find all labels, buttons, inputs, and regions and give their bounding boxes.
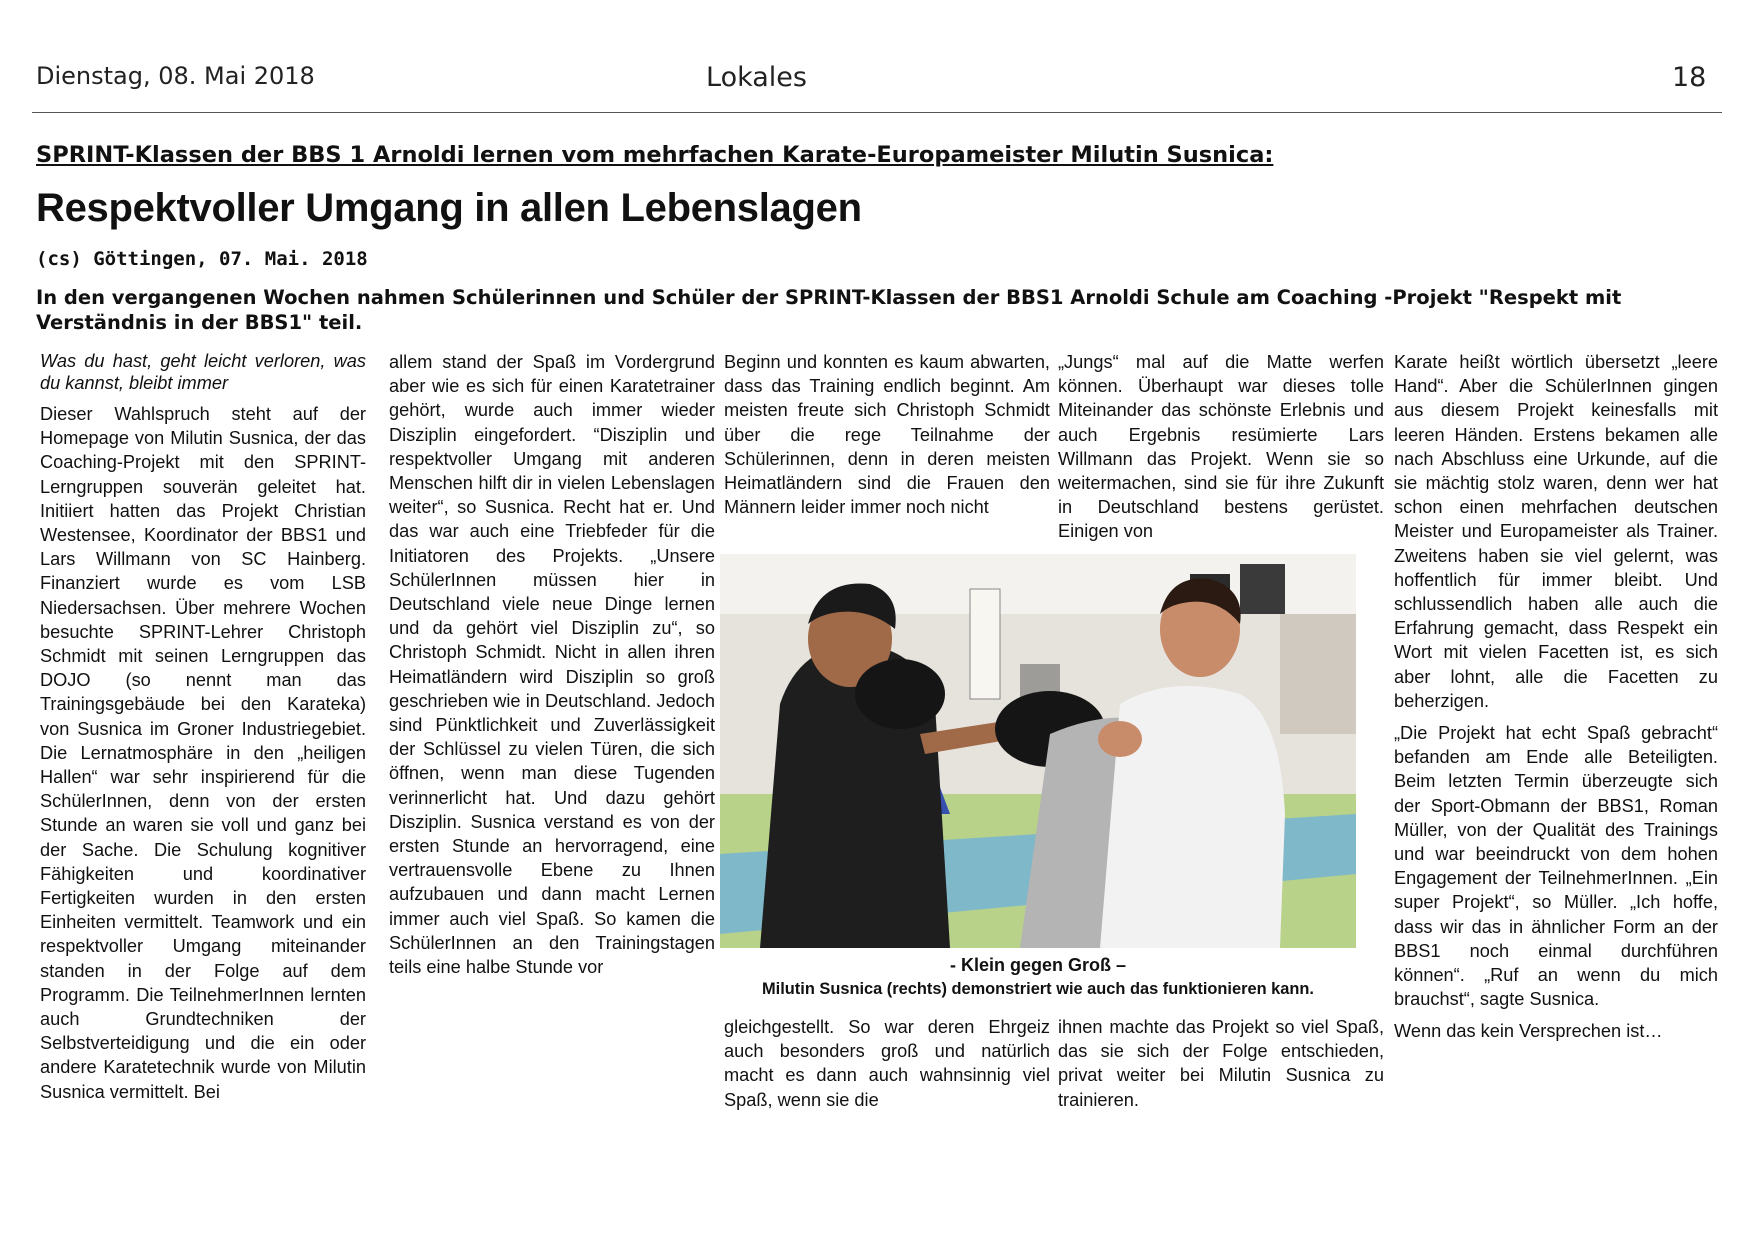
section-name: Lokales [706, 62, 807, 93]
article-column-5 [1394, 350, 1718, 1044]
article-column-3-bottom [724, 1015, 1050, 1112]
photo-caption: Milutin Susnica (rechts) demonstriert wie auch das funktionieren kann. [762, 980, 1314, 998]
article-headline: Respektvoller Umgang in allen Lebenslagen [36, 186, 862, 230]
column-3-bottom-text: gleichgestellt. So war deren Ehrgeiz auch besonders groß und natürlich macht es dann auch wahnsinnig viel Spaß, wenn sie die [724, 1017, 1050, 1110]
column-4-bottom-text: ihnen machte das Projekt so viel Spaß, das sie sich der Folge entschieden, privat weiter bei Milutin Susnica zu trainieren. [1058, 1017, 1384, 1110]
column-5-paragraph-2: „Die Projekt hat echt Spaß gebracht“ befanden am Ende alle Beteiligten. Beim letzten Termin überzeugte sich der Sport-Obmann der BBS1, Roman Müller, von der Qualität des Trainings und war beeindruckt von dem hohen Engagement der TeilnehmerInnen. „Ein super Projekt“, so Müller. „Ich hoffe, dass wir das in ähnlicher Form an der BBS1 noch einmal durchführen können“. „Ruf an wenn du mich brauchst“, sagte Susnica. [1394, 723, 1718, 1010]
column-3-top-text: Beginn und konnten es kaum abwarten, dass das Training endlich beginnt. Am meisten freute sich Christoph Schmidt über die rege Teilnahme der Schülerinnen, denn in deren meisten Heimatländern sind die Frauen den Männern leider immer noch nicht [724, 352, 1050, 518]
article-column-4-top [1058, 350, 1384, 544]
column-4-top-text: „Jungs“ mal auf die Matte werfen können. Überhaupt war dieses tolle Miteinander das schönste Erlebnis und auch Ergebnis resümierte Lars Willmann das Projekt. Wenn sie so weitermachen, sind sie für ihre Zukunft in Deutschland bestens gerüstet. Einigen von [1058, 352, 1384, 542]
article-photo [720, 554, 1356, 948]
page-number: 18 [1672, 62, 1707, 93]
header-rule [32, 112, 1722, 113]
column-5-paragraph-1: Karate heißt wörtlich übersetzt „leere Hand“. Aber die SchülerInnen gingen aus diesem Projekt keinesfalls mit leeren Händen. Erstens bekamen alle nach Abschluss eine Urkunde, auf die sie mächtig stolz waren, denn wer hat schon einen mehrfachen deutschen Meister und Europameister als Trainer. Zweitens haben sie viel gelernt, was hoffentlich für immer bleibt. Und schlussendlich haben alle auch die Erfahrung gemacht, dass Respekt ein Wort mit vielen Facetten ist, es sich aber lohnt, alle die Facetten zu beherzigen. [1394, 352, 1718, 711]
article-column-2 [389, 350, 715, 979]
article-kicker: SPRINT-Klassen der BBS 1 Arnoldi lernen vom mehrfachen Karate-Europameister Milutin Susnica: [36, 142, 1274, 168]
article-column-4-bottom [1058, 1015, 1384, 1112]
article-column-3-top [724, 350, 1050, 519]
article-dateline: (cs) Göttingen, 07. Mai. 2018 [36, 248, 368, 270]
karate-training-photo [720, 554, 1356, 948]
issue-date: Dienstag, 08. Mai 2018 [36, 62, 315, 90]
photo-caption-title: - Klein gegen Groß – [949, 955, 1127, 975]
article-lead: In den vergangenen Wochen nahmen Schülerinnen und Schüler der SPRINT-Klassen der BBS1 Arnoldi Schule am Coaching -Projekt "Respekt mit Verständnis in der BBS1" teil. [36, 286, 1622, 334]
column-1-text: Dieser Wahlspruch steht auf der Homepage von Milutin Susnica, der das Coaching-Projekt mit den SPRINT-Lerngruppen souverän geleitet hat. Initiiert hatten das Projekt Christian Westensee, Koordinator der BBS1 und Lars Willmann von SC Hainberg. Finanziert wurde es vom LSB Niedersachsen. Über mehrere Wochen besuchte SPRINT-Lehrer Christoph Schmidt mit seinen Lerngruppen das DOJO (so nennt man das Trainingsgebäude bei den Karateka) von Susnica im Groner Industriegebiet. Die Lernatmosphäre in den „heiligen Hallen“ war sehr inspirierend für die SchülerInnen, denn von der ersten Stunde an waren sie voll und ganz bei der Sache. Die Schulung kognitiver Fähigkeiten und koordinativer Fertigkeiten wurden in den ersten Einheiten vermittelt. Teamwork und ein respektvoller Umgang miteinander standen in der Folge auf dem Programm. Die TeilnehmerInnen lernten auch Grundtechniken der Selbstverteidigung und die ein oder andere Karatetechnik wurde von Milutin Susnica vermittelt. Bei [40, 404, 366, 1102]
article-column-1 [40, 350, 366, 1104]
column-2-text: allem stand der Spaß im Vordergrund aber wie es sich für einen Karatetrainer gehört, wurde auch immer wieder Disziplin eingefordert. “Disziplin und respektvoller Umgang mit anderen Menschen hilft dir in vielen Lebenslagen weiter“, so Susnica. Recht hat er. Und das war auch eine Triebfeder für die Initiatoren des Projekts. „Unsere SchülerInnen müssen hier in Deutschland viele neue Dinge lernen und da gehört viel Disziplin zu“, so Christoph Schmidt. Nicht in allen ihren Heimatländern wird Disziplin so groß geschrieben wie in Deutschland. Jedoch sind Pünktlichkeit und Zuverlässigkeit der Schlüssel zu vielen Türen, die sich öffnen, wenn man diese Tugenden verinnerlicht hat. Und dazu gehört Disziplin. Susnica verstand es von der ersten Stunde an hervorragend, eine vertrauensvolle Ebene zu Ihnen aufzubauen und dann macht Lernen immer auch viel Spaß. So kamen die SchülerInnen an den Trainingstagen teils eine halbe Stunde vor [389, 352, 715, 978]
column-5-paragraph-3: Wenn das kein Versprechen ist… [1394, 1021, 1663, 1042]
motto-quote: Was du hast, geht leicht verloren, was du kannst, bleibt immer [40, 351, 366, 393]
